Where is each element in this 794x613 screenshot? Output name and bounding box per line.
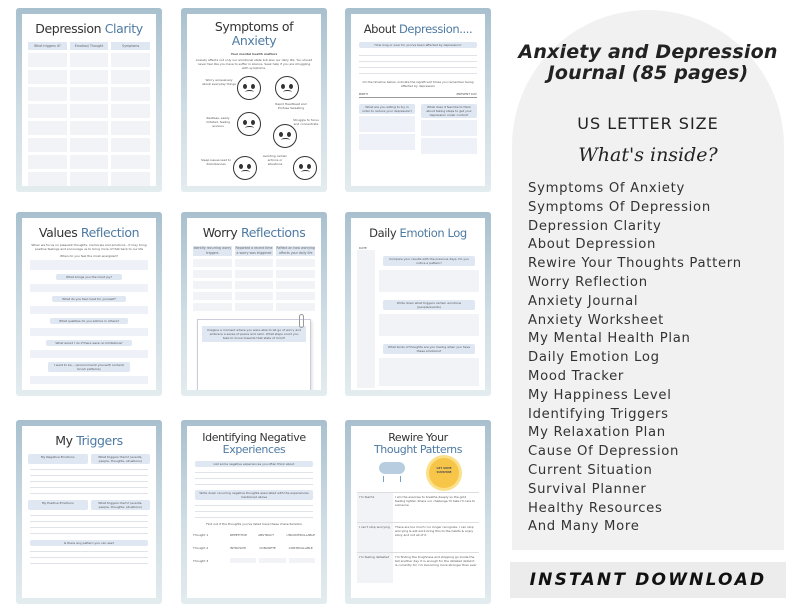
list-item: Depression Clarity	[528, 218, 662, 234]
worksheet-grid	[193, 259, 315, 311]
page-title: About Depression....	[363, 22, 473, 36]
list-item: Worry Reflection	[528, 274, 648, 290]
worksheet-page	[187, 14, 321, 186]
list-item: My Happiness Level	[528, 387, 672, 403]
intro-text: Anxiety affects not only our emotional state but also our daily life. You should never feel like you have to suffer in silence. Seek help if you are struggling with symptoms.	[195, 58, 313, 70]
question-pill: Compare your results with the previous days. Do you notice a pattern?	[383, 256, 475, 266]
worksheet-page	[351, 14, 485, 186]
confused-face-icon	[237, 112, 261, 136]
preview-worry-reflections	[181, 212, 327, 396]
worksheet-page	[22, 14, 156, 186]
question-pill: What kinds of thoughts are you having when you have these emotions?	[383, 344, 475, 354]
question-pill: How long or ever for you've been affected by depression?	[359, 42, 477, 48]
intro-text: When we focus on pleasant thoughts, memories and emotions - it may bring positive feelings and encourage us to bring more of that back to our life	[31, 243, 147, 251]
preview-symptoms-of-anxiety	[181, 8, 327, 192]
question-pill: What brings you the most joy?	[56, 274, 122, 280]
fearful-face-icon	[293, 156, 317, 180]
nervous-face-icon	[275, 76, 299, 100]
worksheet-page: Values Reflection When we focus on pleasant thoughts, memories and emotions - it may bring positive feelings and encourage us to bring more of that back to our life When do you feel the most energized? What brings you the most joy? What do you feel most for yourself? What qualities do you admire in others? What would I do if there were no limitations? I want to be... (environment/ yourself/ content/ brush patterns)	[22, 218, 156, 390]
distracted-face-icon	[273, 124, 297, 148]
rain-icon	[383, 476, 401, 482]
preview-values-reflection	[16, 212, 162, 396]
column-header: Reported a recent time a worry was triggered	[235, 246, 273, 255]
list-item: Daily Emotion Log	[528, 350, 660, 366]
list-item: Cause Of Depression	[528, 444, 680, 460]
contents-list	[528, 180, 742, 537]
page-title: Worry Reflections	[202, 225, 306, 240]
column-headers	[28, 42, 150, 50]
column-header: Symptoms	[111, 42, 150, 50]
sleepy-face-icon	[233, 156, 257, 180]
question-pill: What does it feel like to think about taking steps to get your depression under control?	[421, 104, 477, 118]
instant-download-banner: INSTANT DOWNLOAD	[510, 562, 786, 598]
list-item: Symptoms Of Depression	[528, 199, 711, 215]
list-item: Anxiety Worksheet	[528, 312, 665, 328]
product-title: Anxiety and Depression Journal (85 pages)	[518, 41, 778, 84]
list-item: Anxiety Journal	[528, 293, 639, 309]
date-label: DATE	[359, 246, 367, 250]
list-item: Survival Planner	[528, 481, 647, 497]
question-pill: What do you feel most for yourself?	[52, 296, 126, 302]
preview-depression-clarity	[16, 8, 162, 192]
list-item: Symptoms Of Anxiety	[528, 181, 685, 196]
symptom-faces: Worry excessively about everyday things Rapid Heartbeat and Profuse Sweating Restless, easily irritated, feeling anxious Struggle to focus and concentrate Sleep issues lead to disturbances Avoiding certain actions or situations	[193, 72, 315, 182]
question-pill: Is there any pattern you can see?	[30, 540, 148, 546]
page-title: Values Reflection	[38, 225, 140, 240]
list-item: Current Situation	[528, 462, 653, 478]
column-header: Reflect on how worrying affects your daily life	[276, 246, 315, 255]
page-title: Rewire Your Thought Patterns	[373, 431, 463, 456]
question-pill: I want to be... (environment/ yourself/ content/ brush patterns)	[48, 362, 130, 372]
preview-rewire-thought-patterns	[345, 420, 491, 604]
whats-inside-heading: What's inside?	[578, 144, 718, 166]
preview-daily-emotion-log	[345, 212, 491, 396]
column-header: Emotion/ Thought	[70, 42, 109, 50]
column-header: Identify recurring worry triggers	[193, 246, 232, 255]
list-item: Identifying Triggers	[528, 406, 669, 422]
column-header: What triggers it?	[28, 42, 67, 50]
subtitle: Your mental health matters	[230, 52, 278, 56]
worried-face-icon	[237, 76, 261, 100]
sunshine-badge: GET SOME SUNSHINE	[436, 467, 452, 474]
list-item: About Depression	[528, 237, 657, 253]
question-pill: Write down what triggers certain emotions (people/events)	[383, 300, 475, 310]
page-title: Depression Clarity	[35, 21, 143, 36]
worksheet-grid	[28, 53, 150, 186]
preview-identifying-negative-experiences	[181, 420, 327, 604]
page-title: Daily Emotion Log	[369, 226, 467, 240]
page-title: Symptoms of Anxiety	[214, 19, 294, 48]
list-item: Healthy Resources	[528, 500, 663, 516]
page-title: Identifying Negative Experiences	[202, 431, 306, 456]
question-pill: What are you willing to try in order to reduce your depression?	[359, 104, 415, 114]
list-item: Rewire Your Thoughts Pattern	[528, 256, 742, 272]
preview-about-depression	[345, 8, 491, 192]
thought-table: Thought 1 REPETITIVE ABSTRACT UNCONTROLLABLE Thought 2 INTRUSIVE CONCRETE CONTROLLABLE Thought 3	[193, 532, 316, 563]
column-headers	[193, 246, 315, 256]
worksheet-page: Rewire Your Thought Patterns GET SOME SUNSHINE I'm fearful I am the exercise to breathe deeply so the gold feeling lighter. Share our challenge I'll take I'll care to someone I can't stop worrying There are too much I no longer recognize. I can stop worrying & will work bring this to the habits & enjoy story and not all of it I'm feeling defeated I'm finding the toughness and stopping go inside the tell another day. It is enough for the detailed detail it is currently for. I'm becoming more stronger than ever	[351, 426, 485, 598]
question-pill: List some negative experiences you often think about	[195, 461, 313, 467]
timeline: BIRTH PRESENT DAY	[359, 92, 477, 96]
list-item: Mood Tracker	[528, 368, 625, 384]
timeline-prompt: On the timeline below, indicate the significant times you remember being affected by depression	[362, 80, 474, 88]
question-pill: What would I do if there were no limitations?	[46, 340, 132, 346]
cloud-icon	[379, 462, 405, 474]
page-title: My Triggers	[55, 433, 123, 448]
worksheet-page: Identifying Negative Experiences List some negative experiences you often think about Write down recurring negative thoughts associated with the experiences mentioned above Find out if the thoughts you've listed have these characteristics Thought 1 REPETITIVE ABSTRACT UNCONTROLLABLE Thought 2 INTRUSIVE CONCRETE CONTROLLABLE Thought 3	[187, 426, 321, 598]
worksheet-page	[187, 218, 321, 390]
paperclip-icon	[299, 314, 304, 328]
paper-size: US LETTER SIZE	[577, 114, 719, 133]
preview-my-triggers	[16, 420, 162, 604]
worksheet-page: My Triggers My Negative Emotions What triggers them? (events, people, thoughts, situations) My Positive Emotions What triggers them? (events, people, thoughts, situations) Is there any pattern you can see?	[22, 426, 156, 598]
question-pill: Write down recurring negative thoughts associated with the experiences mentioned above	[195, 490, 313, 500]
list-item: My Mental Health Plan	[528, 331, 691, 347]
list-item: My Relaxation Plan	[528, 425, 666, 441]
list-item: And Many More	[528, 519, 640, 535]
note-card: Imagine a moment where you were able to let go of worry and embrace a sense of peace and calm. What steps could you take to move towards that state of mind?	[197, 319, 311, 390]
question-pill: What qualities do you admire in others?	[50, 318, 128, 324]
worksheet-page	[351, 218, 485, 390]
